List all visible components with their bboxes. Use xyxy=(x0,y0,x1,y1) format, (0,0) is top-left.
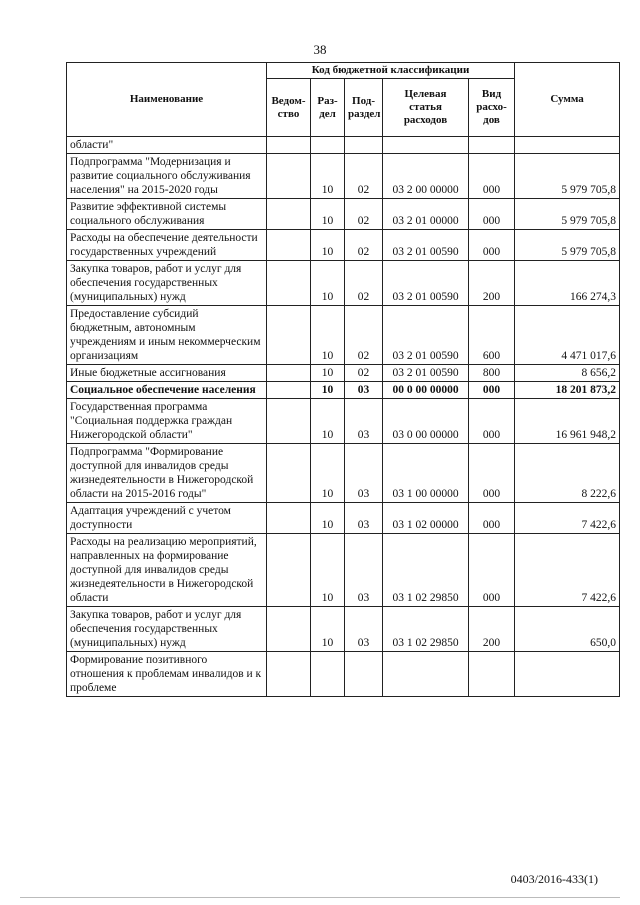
cell-name: Социальное обеспечение населения xyxy=(67,382,267,399)
cell-name: Развитие эффективной системы социального обслуживания xyxy=(67,199,267,230)
table-row xyxy=(67,399,620,444)
col-header-section: Раз- дел xyxy=(311,79,345,137)
cell-subsection xyxy=(345,137,383,154)
cell-subsection xyxy=(345,652,383,697)
cell-type: 200 xyxy=(469,261,515,306)
cell-section: 10 xyxy=(311,261,345,306)
table-row xyxy=(67,652,620,697)
header-row-top xyxy=(67,63,620,79)
cell-target: 03 2 01 00000 xyxy=(383,199,469,230)
cell-dept xyxy=(267,534,311,607)
cell-type: 600 xyxy=(469,306,515,365)
bottom-rule xyxy=(20,897,620,898)
cell-dept xyxy=(267,199,311,230)
cell-name: Закупка товаров, работ и услуг для обеспечения государственных (муниципальных) нужд xyxy=(67,261,267,306)
cell-dept xyxy=(267,607,311,652)
cell-target: 00 0 00 00000 xyxy=(383,382,469,399)
budget-table xyxy=(66,62,620,697)
cell-dept xyxy=(267,444,311,503)
cell-target xyxy=(383,652,469,697)
cell-name: Подпрограмма "Формирование доступной для инвалидов среды жизнедеятельности в Нижегородской области на 2015-2016 годы" xyxy=(67,444,267,503)
cell-section: 10 xyxy=(311,607,345,652)
cell-sum: 4 471 017,6 xyxy=(515,306,620,365)
table-row xyxy=(67,306,620,365)
table-row xyxy=(67,137,620,154)
cell-subsection: 03 xyxy=(345,534,383,607)
cell-name: Расходы на реализацию мероприятий, направленных на формирование доступной для инвалидов среды жизнедеятельности в Нижегородской области xyxy=(67,534,267,607)
cell-type: 000 xyxy=(469,444,515,503)
table-row xyxy=(67,365,620,382)
cell-target: 03 2 01 00590 xyxy=(383,365,469,382)
table-row xyxy=(67,261,620,306)
cell-subsection: 02 xyxy=(345,230,383,261)
cell-dept xyxy=(267,137,311,154)
cell-section: 10 xyxy=(311,399,345,444)
cell-sum: 5 979 705,8 xyxy=(515,199,620,230)
cell-type: 000 xyxy=(469,399,515,444)
cell-dept xyxy=(267,652,311,697)
cell-type: 200 xyxy=(469,607,515,652)
cell-dept xyxy=(267,365,311,382)
cell-subsection: 03 xyxy=(345,382,383,399)
cell-section: 10 xyxy=(311,534,345,607)
cell-name: Подпрограмма "Модернизация и развитие социального обслуживания населения" на 2015-2020 годы xyxy=(67,154,267,199)
cell-dept xyxy=(267,399,311,444)
cell-type: 000 xyxy=(469,382,515,399)
table-row xyxy=(67,534,620,607)
cell-target: 03 1 00 00000 xyxy=(383,444,469,503)
cell-section: 10 xyxy=(311,230,345,261)
cell-section: 10 xyxy=(311,503,345,534)
cell-target: 03 1 02 29850 xyxy=(383,534,469,607)
cell-subsection: 02 xyxy=(345,306,383,365)
cell-type: 000 xyxy=(469,199,515,230)
cell-subsection: 03 xyxy=(345,607,383,652)
cell-sum: 5 979 705,8 xyxy=(515,230,620,261)
cell-target: 03 2 01 00590 xyxy=(383,261,469,306)
cell-type: 800 xyxy=(469,365,515,382)
cell-type: 000 xyxy=(469,230,515,261)
cell-target: 03 1 02 00000 xyxy=(383,503,469,534)
cell-sum xyxy=(515,652,620,697)
col-header-sum: Сумма xyxy=(515,63,620,137)
cell-dept xyxy=(267,230,311,261)
cell-dept xyxy=(267,382,311,399)
col-header-target: Целевая статья расходов xyxy=(383,79,469,137)
cell-section: 10 xyxy=(311,154,345,199)
cell-sum: 7 422,6 xyxy=(515,503,620,534)
page-number: 38 xyxy=(313,42,327,57)
cell-subsection: 02 xyxy=(345,199,383,230)
cell-sum: 18 201 873,2 xyxy=(515,382,620,399)
cell-subsection: 02 xyxy=(345,154,383,199)
document-code: 0403/2016-433(1) xyxy=(510,872,598,886)
cell-name: Адаптация учреждений с учетом доступности xyxy=(67,503,267,534)
cell-dept xyxy=(267,306,311,365)
cell-section xyxy=(311,652,345,697)
cell-name: Формирование позитивного отношения к проблемам инвалидов и к проблеме xyxy=(67,652,267,697)
cell-section: 10 xyxy=(311,444,345,503)
cell-sum: 16 961 948,2 xyxy=(515,399,620,444)
table-row xyxy=(67,154,620,199)
cell-dept xyxy=(267,503,311,534)
cell-target: 03 2 01 00590 xyxy=(383,306,469,365)
col-header-name: Наименование xyxy=(67,63,267,137)
cell-subsection: 02 xyxy=(345,365,383,382)
cell-type xyxy=(469,137,515,154)
col-header-type: Вид расхо- дов xyxy=(469,79,515,137)
cell-sum xyxy=(515,137,620,154)
table-row xyxy=(67,503,620,534)
table-row xyxy=(67,444,620,503)
cell-sum: 650,0 xyxy=(515,607,620,652)
cell-target: 03 1 02 29850 xyxy=(383,607,469,652)
cell-sum: 8 656,2 xyxy=(515,365,620,382)
cell-name: Закупка товаров, работ и услуг для обеспечения государственных (муниципальных) нужд xyxy=(67,607,267,652)
cell-dept xyxy=(267,154,311,199)
cell-name: Расходы на обеспечение деятельности государственных учреждений xyxy=(67,230,267,261)
cell-target: 03 2 01 00590 xyxy=(383,230,469,261)
cell-name: области" xyxy=(67,137,267,154)
cell-subsection: 03 xyxy=(345,399,383,444)
col-header-dept: Ведом- ство xyxy=(267,79,311,137)
cell-type xyxy=(469,652,515,697)
table-row xyxy=(67,607,620,652)
cell-section: 10 xyxy=(311,365,345,382)
table-row xyxy=(67,199,620,230)
cell-section xyxy=(311,137,345,154)
cell-sum: 8 222,6 xyxy=(515,444,620,503)
table-row xyxy=(67,230,620,261)
cell-type: 000 xyxy=(469,503,515,534)
cell-name: Иные бюджетные ассигнования xyxy=(67,365,267,382)
cell-sum: 5 979 705,8 xyxy=(515,154,620,199)
cell-sum: 7 422,6 xyxy=(515,534,620,607)
cell-name: Государственная программа "Социальная поддержка граждан Нижегородской области" xyxy=(67,399,267,444)
col-header-subsection: Под- раздел xyxy=(345,79,383,137)
cell-subsection: 02 xyxy=(345,261,383,306)
cell-type: 000 xyxy=(469,154,515,199)
cell-section: 10 xyxy=(311,199,345,230)
col-header-classification: Код бюджетной классификации xyxy=(267,63,515,79)
cell-dept xyxy=(267,261,311,306)
cell-section: 10 xyxy=(311,382,345,399)
table-row xyxy=(67,382,620,399)
cell-type: 000 xyxy=(469,534,515,607)
table-body xyxy=(67,137,620,697)
cell-target: 03 0 00 00000 xyxy=(383,399,469,444)
cell-name: Предоставление субсидий бюджетным, автономным учреждениям и иным некоммерческим организациям xyxy=(67,306,267,365)
cell-target: 03 2 00 00000 xyxy=(383,154,469,199)
cell-subsection: 03 xyxy=(345,444,383,503)
cell-target xyxy=(383,137,469,154)
cell-section: 10 xyxy=(311,306,345,365)
cell-sum: 166 274,3 xyxy=(515,261,620,306)
cell-subsection: 03 xyxy=(345,503,383,534)
